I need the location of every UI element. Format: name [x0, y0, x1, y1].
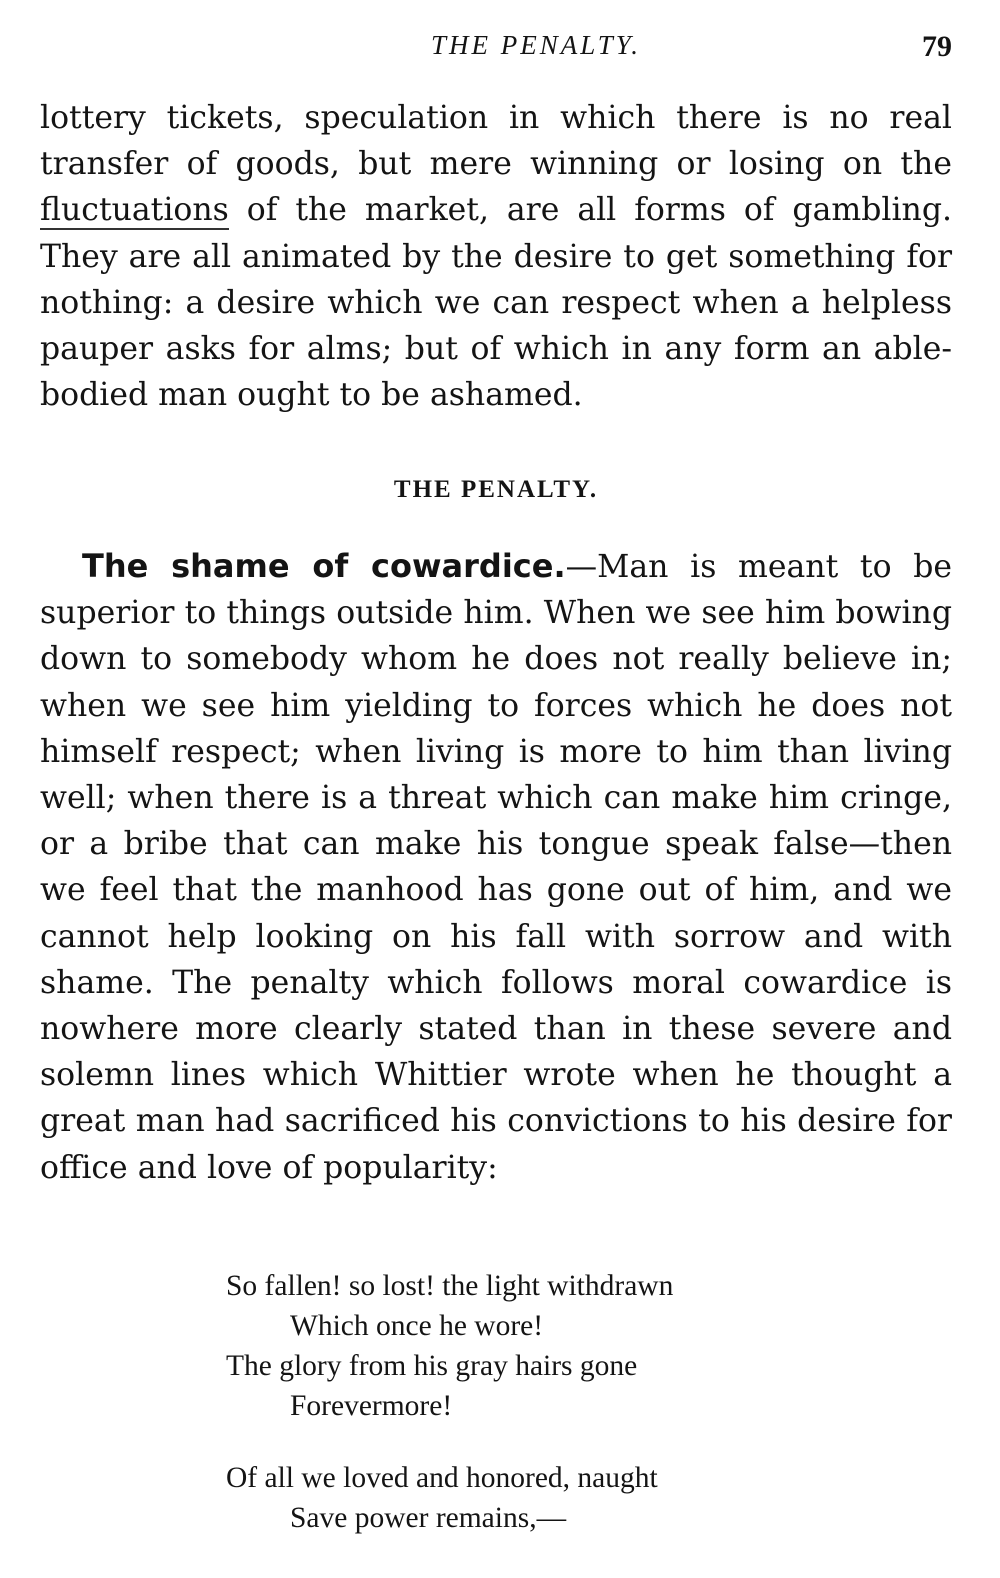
poem-line: Of all we loved and honored, naught [226, 1462, 658, 1494]
poem-line: Which once he wore! [290, 1310, 544, 1342]
poem-line: Save power remains,— [290, 1502, 567, 1534]
paragraph-gambling [40, 95, 952, 418]
stanza-gap [226, 1426, 846, 1458]
paragraph-text: —Man is meant to be superior to things outside him. When we see him bowing down to somebody whom he does not really believe in; when we see him yielding to forces which he does not himself respect; when living is more to him than living well; when there is a threat which can make him cringe, or a bribe that can make his tongue speak false—then we feel that the manhood has gone out of him, and we cannot help looking on his fall with sorrow and with shame. The penalty which follows moral cowardice is nowhere more clearly stated than in these severe and solemn lines which Whittier wrote when he thought a great man had sacrificed his convictions to his desire for office and love of popularity: [40, 549, 952, 1186]
poem-line: Forevermore! [290, 1390, 453, 1422]
poem-quote [226, 1266, 846, 1538]
running-title: THE PENALTY. [430, 30, 642, 60]
poem-line: The glory from his gray hairs gone [226, 1350, 638, 1382]
paragraph-cowardice [40, 543, 952, 1191]
underlined-word: fluctuations [40, 192, 229, 229]
section-heading: THE PENALTY. [393, 476, 599, 503]
poem-line: So fallen! so lost! the light withdrawn [226, 1270, 674, 1302]
paragraph-text-start: lottery tickets, speculation in which there is no real transfer of goods, but mere winning or losing on the [40, 100, 952, 183]
paragraph-text-end: of the market, are all forms of gambling. They are all animated by the desire to get something for nothing: a desire which we can respect when a helpless pauper asks for alms; but of which in any form an able-bodied man ought to be ashamed. [40, 192, 952, 414]
running-head [40, 30, 952, 70]
run-in-heading: The shame of cowardice. [82, 547, 566, 585]
page-number: 79 [922, 30, 952, 63]
